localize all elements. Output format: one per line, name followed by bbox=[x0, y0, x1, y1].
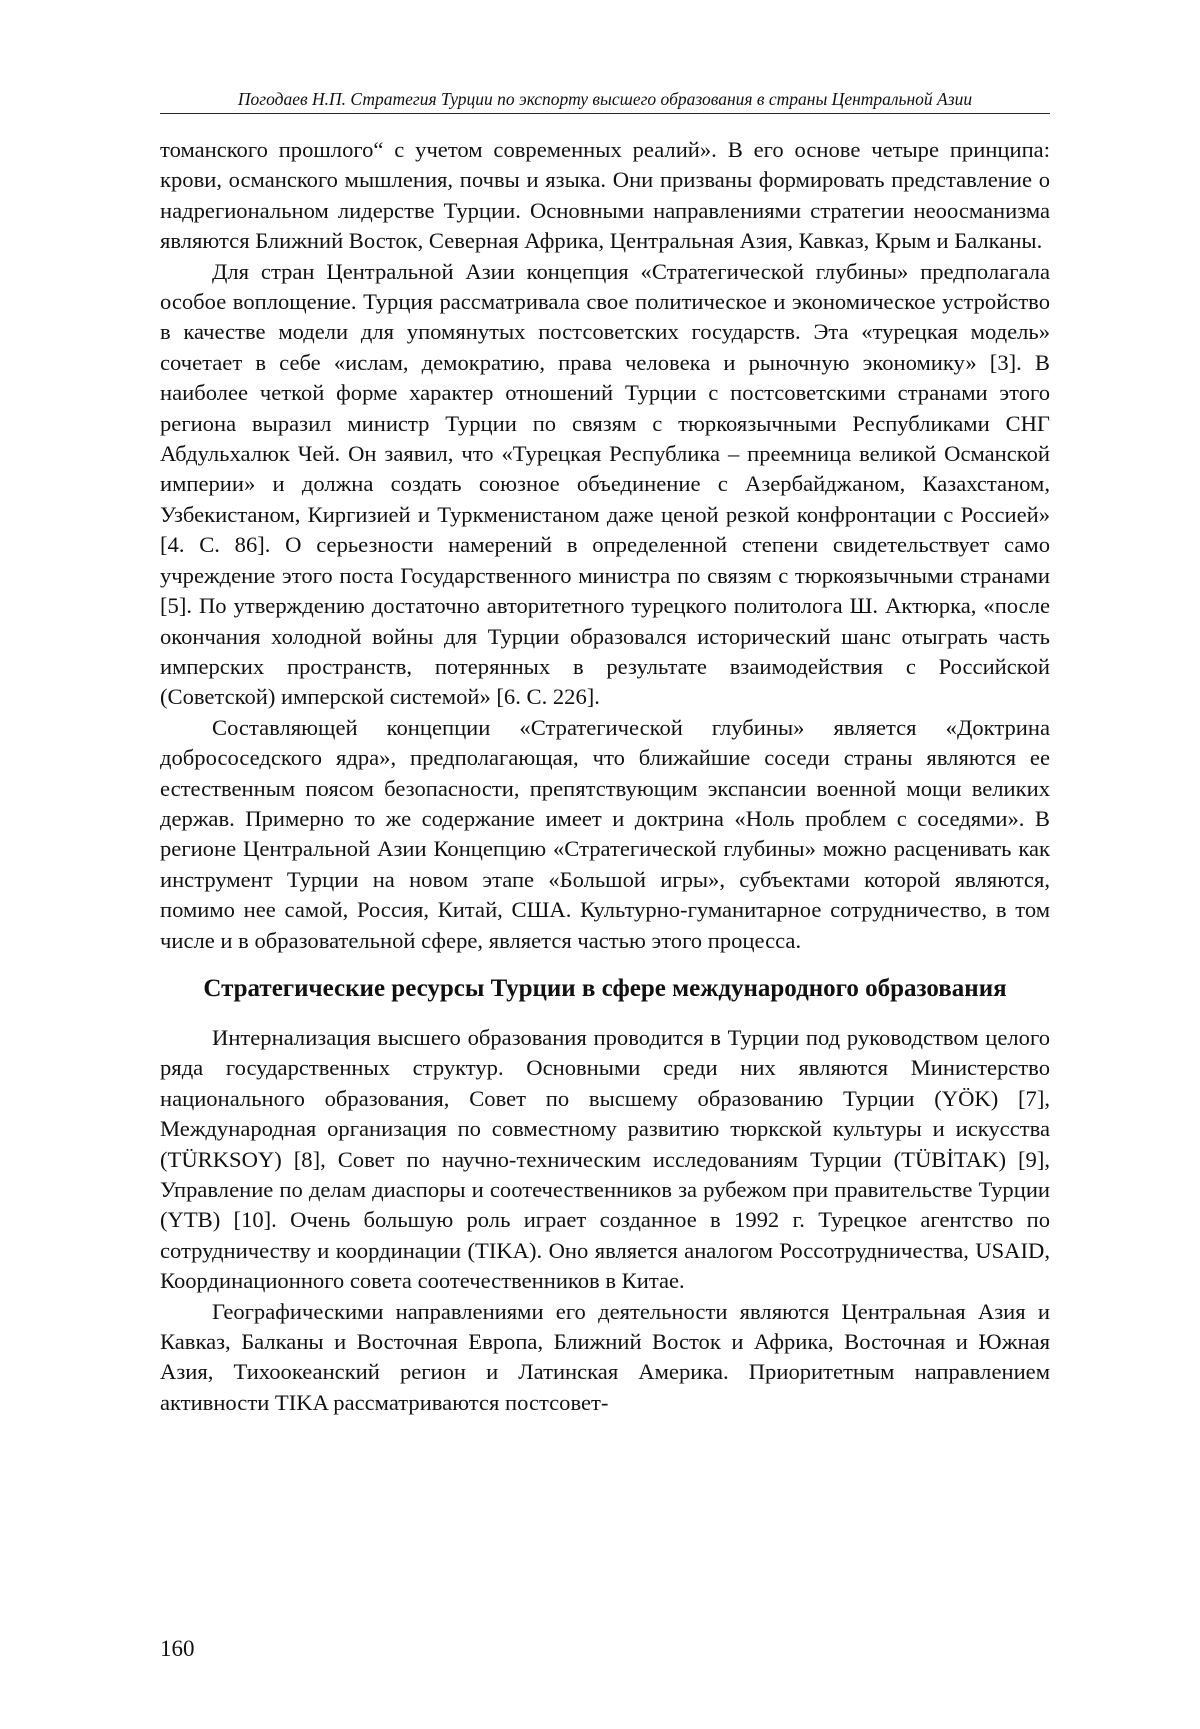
page-number: 160 bbox=[160, 1636, 195, 1661]
paragraph-continuation: томанского прошлого“ с учетом современных реалий». В его основе четыре принципа: крови, османского мышления, почвы и языка. Они призваны формировать представление о надрегиональном лидерстве Турции. Основными направлениями стратегии неоосманизма являются Ближний Восток, Северная Африка, Центральная Азия, Кавказ, Крым и Балканы. bbox=[160, 137, 1050, 254]
paragraph: Географическими направлениями его деятельности являются Центральная Азия и Кавказ, Балканы и Восточная Европа, Ближний Восток и Африка, Восточная и Южная Азия, Тихоокеанский регион и Латинская Америка. Приоритетным направлением активности TIKA рассматриваются постсовет- bbox=[160, 1298, 1050, 1415]
paragraph: Для стран Центральной Азии концепция «Стратегической глубины» предполагала особое воплощение. Турция рассматривала свое политическое и экономическое устройство в качестве модели для упомянутых постсоветских государств. Эта «турецкая модель» сочетает в себе «ислам, демократию, права человека и рыночную экономику» [3]. В наиболее четкой форме характер отношений Турции с постсоветскими странами этого региона выразил министр Турции по связям с тюркоязычными Республиками СНГ Абдульхалюк Чей. Он заявил, что «Турецкая Республика – преемница великой Османской империи» и должна создать союзное объединение с Азербайджаном, Казахстаном, Узбекистаном, Киргизией и Туркменистаном даже ценой резкой конфронтации с Россией» [4. С. 86]. О серьезности намерений в определенной степени свидетельствует само учреждение этого поста Государственного министра по связям с тюркоязычными странами [5]. По утверждению достаточно авторитетного турецкого политолога Ш. Актюрка, «после окончания холодной войны для Турции образовался исторический шанс отыграть часть имперских пространств, потерянных в результате взаимодействия с Российской (Советской) имперской системой» [6. С. 226]. bbox=[160, 258, 1050, 710]
running-header: Погодаев Н.П. Стратегия Турции по экспорту высшего образования в страны Центральной Азии bbox=[237, 89, 973, 109]
paragraph: Составляющей концепции «Стратегической глубины» является «Доктрина добрососедского ядра», предполагающая, что ближайшие соседи страны являются ее естественным поясом безопасности, препятствующим экспансии военной мощи великих держав. Примерно то же содержание имеет и доктрина «Ноль проблем с соседями». В регионе Центральной Азии Концепцию «Стратегической глубины» можно расценивать как инструмент Турции на новом этапе «Большой игры», субъектами которой являются, помимо нее самой, Россия, Китай, США. Культурно-гуманитарное сотрудничество, в том числе и в образовательной сфере, является частью этого процесса. bbox=[160, 714, 1050, 953]
section-heading: Стратегические ресурсы Турции в сфере международного образования bbox=[203, 974, 1007, 1002]
paragraph: Интернализация высшего образования проводится в Турции под руководством целого ряда государственных структур. Основными среди них являются Министерство национального образования, Совет по высшему образованию Турции (YÖK) [7], Международная организация по совместному развитию тюркской культуры и искусства (TÜRKSOY) [8], Совет по научно-техническим исследованиям Турции (TÜBİTAK) [9], Управление по делам диаспоры и соотечественников за рубежом при правительстве Турции (YTB) [10]. Очень большую роль играет созданное в 1992 г. Турецкое агентство по сотрудничеству и координации (TIKA). Оно является аналогом Россотрудничества, USAID, Координационного совета соотечественников в Китае. bbox=[160, 1024, 1050, 1294]
header-rule bbox=[160, 113, 1050, 114]
article-body bbox=[160, 135, 1050, 1418]
